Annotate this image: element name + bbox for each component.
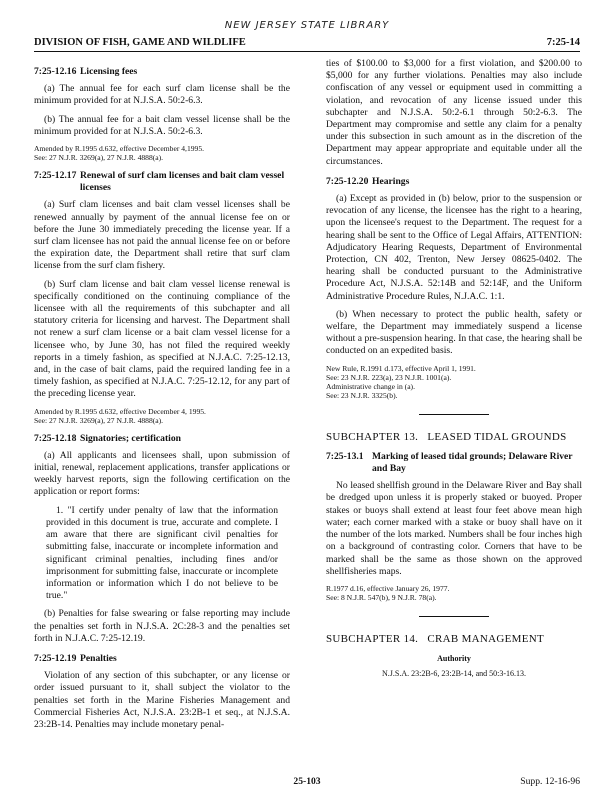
certification-quote: 1. "I certify under penalty of law that the information provided in this document is true, accurate and complete. I am aware that there are significant civil penalties for submitting false, inaccurate or incomplete information and significant criminal penalties, including fines and/or imprisonment for submitting false, inaccurate or incomplete information or information which I do not believe to be true." (46, 504, 278, 602)
subchapter-title: SUBCHAPTER 14. CRAB MANAGEMENT (326, 632, 545, 645)
supplement-date: Supp. 12-16-96 (520, 776, 580, 787)
subchapter-title: SUBCHAPTER 13. LEASED TIDAL GROUNDS (326, 430, 567, 443)
section-heading (34, 653, 290, 665)
section-title: Renewal of surf clam licenses and bait clam vessel licenses (80, 170, 285, 194)
header-chapter: 7:25-14 (546, 37, 580, 48)
running-header (34, 37, 580, 48)
paragraph: (b) Penalties for false swearing or false reporting may include the penalties set forth in N.J.S.A. 2C:28-3 and the penalties set forth in N.J.A.C. 7:25-12.19. (34, 608, 290, 644)
paragraph: (b) When necessary to protect the public health, safety or welfare, the Department may immediately suspend a license without a pre-suspension hearing. In that case, the hearing shall be conducted on an expedited basis. (326, 308, 582, 357)
page-number: 25-103 (293, 776, 321, 787)
section-heading (34, 66, 290, 78)
section-number: 7:25-12.19 (34, 652, 77, 664)
right-column (326, 58, 582, 681)
paragraph: No leased shellfish ground in the Delaware River and Bay shall be dredged upon unless it is properly staked or buoyed. Proper stakes or buoys shall extend at least four feet above mean high water; each corner marked with a stake or buoy shall have on it the number of the lots marked. Numbers shall be four inches high on a background of contrasting color. Corners that have to be marked shall be the same as those shown on the approved shellfisheries maps. (326, 480, 582, 577)
history-note: R.1977 d.16, effective January 26, 1977. See: 8 N.J.R. 547(b), 9 N.J.R. 78(a). (326, 583, 450, 602)
left-column (34, 58, 290, 737)
history-note: New Rule, R.1991 d.173, effective April 1, 1991. See: 23 N.J.R. 223(a), 23 N.J.R. 1001(a). Administrative change in (a). See: 23 N.J.R. 3325(b). (326, 363, 476, 400)
section-heading (34, 433, 290, 445)
paragraph: (a) All applicants and licensees shall, upon submission of initial, renewal, replacement applications, transfer applications or weekly harvest reports, sign the following certification on the application or report forms: (34, 449, 290, 498)
section-number: 7:25-12.16 (34, 66, 77, 77)
paragraph: (a) The annual fee for each surf clam license shall be the minimum provided for at N.J.S.A. 50:2-6.3. (34, 83, 290, 107)
section-number: 7:25-12.17 (34, 170, 77, 182)
section-title: Licensing fees (80, 66, 138, 77)
header-division: DIVISION OF FISH, GAME AND WILDLIFE (34, 37, 246, 48)
paragraph: Violation of any section of this subchapter, or any license or order issued pursuant to it, shall subject the violator to the penalties set forth in the Marine Fisheries Management and Commercial Fisheries Act, N.J.S.A. 23:2B-1 et seq., at N.J.S.A. 23:2B-14. Penalties may include monetary penal- (34, 670, 290, 730)
section-number: 7:25-13.1 (326, 450, 364, 462)
paragraph: (b) Surf clam license and bait clam vessel license renewal is specifically conditioned on the continuing compliance of the licensee with all the requirements of this subchapter and all statutory criteria for licensing and harvest. The Department shall not renew a surf clam license or a bait clam vessel license for a licensee who, by June 30, has not filed the required weekly reports in a timely fashion, as specified at N.J.A.C. 7:25-12.13, and, in the case of bait clams, paid the required landing fee in a timely fashion, as specified at N.J.A.C. 7:25-12.12, for any part of the preceding license year. (34, 278, 290, 400)
section-title: Marking of leased tidal grounds; Delaware River and Bay (372, 450, 573, 475)
library-stamp: NEW JERSEY STATE LIBRARY (224, 20, 390, 31)
amendment-note: Amended by R.1995 d.632, effective December 4,1995. See: 27 N.J.R. 3269(a), 27 N.J.R. 4888(a). (34, 144, 205, 163)
section-divider (419, 414, 489, 415)
section-heading (326, 451, 582, 475)
authority-heading: Authority (437, 654, 471, 664)
section-title: Penalties (80, 652, 117, 664)
section-heading (326, 176, 582, 188)
section-heading (34, 170, 290, 194)
authority-citation: N.J.S.A. 23:2B-6, 23:2B-14, and 50:3-16.13. (382, 669, 526, 679)
paragraph: (b) The annual fee for a bait clam vessel license shall be the minimum provided for at N.J.S.A. 50:2-6.3. (34, 113, 290, 137)
amendment-note: Amended by R.1995 d.632, effective December 4, 1995. See: 27 N.J.R. 3269(a), 27 N.J.R. 4888(a). (34, 406, 206, 425)
section-number: 7:25-12.20 (326, 175, 369, 187)
section-title: Hearings (372, 175, 410, 187)
paragraph: ties of $100.00 to $3,000 for a first violation, and $200.00 to $5,000 for any further violations. Penalties may also include confiscation of any vessel or equipment used in committing a violation, and revocation of any license issued under this subchapter and N.J.S.A. 50:2-6.1 through 50:2-6.3. The Department may compromise and settle any claim for a penalty under this subsection in such amount as in the discretion of the Department may appear appropriate and equitable under all the circumstances. (326, 58, 582, 167)
header-rule (34, 51, 580, 52)
paragraph: (a) Except as provided in (b) below, prior to the suspension or revocation of any license, the licensee has the right to a hearing, upon the licensee's request to the Department. The request for a hearing shall be sent to the Office of Legal Affairs, ATTENTION: Adjudicatory Hearing Requests, Department of Environmental Protection, CN 402, Trenton, New Jersey 08625-0402. The hearing shall be conducted pursuant to the Administrative Procedure Act, N.J.S.A. 52:14B and 52:14F, and the Uniform Administrative Procedure Rules, N.J.A.C. 1:1. (326, 193, 582, 302)
section-title: Signatories; certification (80, 432, 181, 444)
section-number: 7:25-12.18 (34, 432, 77, 444)
paragraph: (a) Surf clam licenses and bait clam vessel licenses shall be renewed annually by payment of the annual license fee on or before the June 30 immediately preceding the license year. If a surf clam licensee has not paid the annual license fee on or before the expiration date, the Department shall retire that surf clam license from the surf clam fishery. (34, 199, 290, 272)
section-divider (419, 616, 489, 617)
